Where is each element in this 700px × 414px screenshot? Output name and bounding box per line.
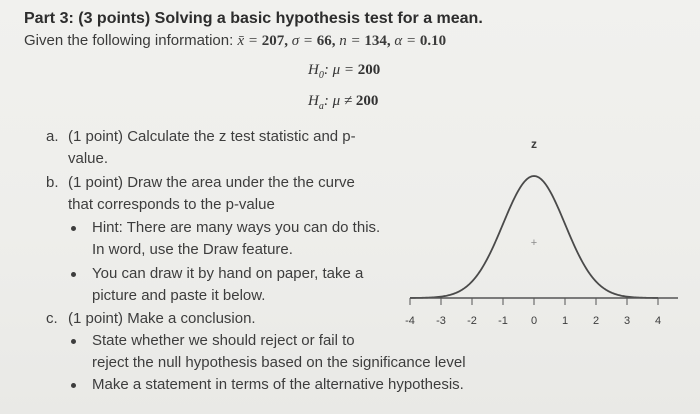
x-tick-label: -3 (436, 315, 446, 327)
bullet-icon (71, 383, 76, 388)
x-tick-label: 2 (592, 315, 600, 327)
x-tick-label: 1 (561, 315, 569, 327)
center-marker: + (530, 237, 538, 249)
chart-title: z (531, 137, 537, 151)
xbar-value: 207, (261, 33, 288, 49)
conclusion-bullet-1-line-2: reject the null hypothesis based on the significance level (92, 354, 466, 371)
bullet-icon (71, 226, 76, 231)
equals-sign: = (406, 33, 417, 49)
hint-1-line-1: Hint: There are many ways you can do this. (92, 219, 381, 236)
part-a-line-1: (1 point) Calculate the z test statistic and p- (68, 128, 356, 145)
part-c-line-1: (1 point) Make a conclusion. (68, 310, 256, 327)
part-title: Part 3: (3 points) Solving a basic hypothesis test for a mean. (24, 10, 483, 27)
null-hypothesis: $H_0$: μ = 200 (308, 62, 381, 81)
given-intro: Given the following information: (24, 32, 234, 49)
part-b-marker: b. (46, 174, 59, 191)
part-c-marker: c. (46, 310, 58, 327)
hint-1-line-2: In word, use the Draw feature. (92, 241, 293, 258)
h0-subscript: 0 (318, 70, 324, 81)
sigma-value: 66, (316, 33, 336, 49)
xbar-symbol: x̄ (237, 33, 245, 49)
hint-2-line-2: picture and paste it below. (92, 287, 266, 304)
conclusion-bullet-1-line-1: State whether we should reject or fail to (92, 332, 355, 349)
n-value: 134, (364, 33, 391, 49)
alpha-symbol: α (394, 33, 403, 49)
equals-sign: = (350, 33, 361, 49)
hint-2-line-1: You can draw it by hand on paper, take a (92, 265, 364, 282)
part-a-line-2: value. (68, 150, 109, 167)
h0-value: 200 (357, 62, 381, 78)
ha-label: H (308, 93, 319, 109)
part-b-line-1: (1 point) Draw the area under the the curve (68, 174, 355, 191)
alpha-value: 0.10 (419, 33, 447, 49)
x-tick-label: 3 (623, 315, 631, 327)
equals-sign: = (247, 33, 258, 49)
given-information (24, 32, 446, 50)
x-tick-label: -1 (498, 315, 508, 327)
alternative-hypothesis: $H_a$: μ ≠ 200 (308, 93, 379, 112)
ha-body: μ ≠ (332, 93, 356, 109)
equals-sign: = (302, 33, 314, 49)
x-tick-label: 0 (530, 315, 538, 327)
part-a-marker: a. (46, 128, 59, 145)
conclusion-bullet-2-line-1: Make a statement in terms of the alternative hypothesis. (92, 376, 464, 393)
bullet-icon (71, 272, 76, 277)
ha-value: 200 (355, 93, 379, 109)
n-symbol: n (339, 33, 347, 49)
x-tick-label: -2 (467, 315, 477, 327)
bullet-icon (71, 339, 76, 344)
sigma-symbol: σ (291, 33, 300, 49)
part-b-line-2: that corresponds to the p-value (68, 196, 275, 213)
h0-body: μ = (332, 62, 358, 78)
h0-label: H (308, 62, 319, 78)
x-tick-label: -4 (405, 315, 415, 327)
normal-curve-chart (400, 130, 690, 340)
ha-subscript: a (318, 101, 324, 112)
x-tick-label: 4 (654, 315, 662, 327)
